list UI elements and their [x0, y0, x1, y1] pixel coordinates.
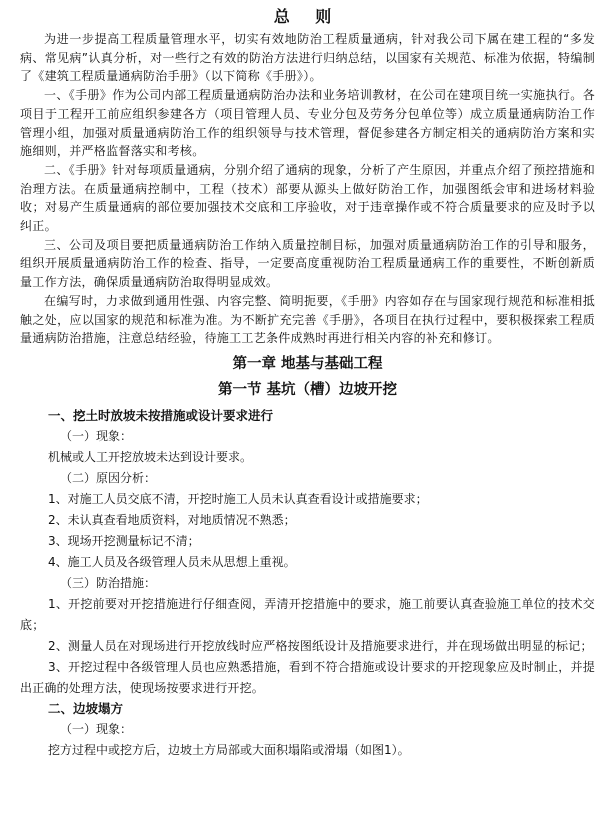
intro-paragraph-1: 为进一步提高工程质量管理水平，切实有效地防治工程质量通病，针对我公司下属在建工程的“多发病、常见病”认真分析，对一些行之有效的防治方法进行归纳总结，以国家有关规范、标准为依据，特编制了《建筑工程质量通病防治手册》（以下简称《手册》）。	[20, 32, 595, 84]
measure-item-1: 1、开挖前要对开挖措施进行仔细查阅，弄清开挖措施中的要求，施工前要认真查验施工单位的技术交底；	[20, 596, 595, 632]
cause-item-3: 3、现场开挖测量标记不清；	[48, 533, 200, 548]
cause-item-1: 1、对施工人员交底不清，开挖时施工人员未认真查看设计或措施要求；	[48, 491, 428, 506]
measure-item-2: 2、测量人员在对现场进行开挖放线时应严格按图纸设计及措施要求进行，并在现场做出明显的标记；	[48, 638, 593, 653]
subsection-1-causes-label: （二）原因分析：	[60, 470, 157, 485]
document-title: 总 则	[273, 7, 342, 26]
subsection-1-phenomenon-text: 机械或人工开挖放坡未达到设计要求。	[48, 449, 253, 464]
chapter-title: 第一章 地基与基础工程	[232, 354, 383, 372]
cause-item-2: 2、未认真查看地质资料，对地质情况不熟悉；	[48, 512, 296, 527]
intro-paragraph-5: 在编写时，力求做到通用性强、内容完整、简明扼要，《手册》内容如存在与国家现行规范和标准相抵触之处，应以国家的规范和标准为准。为不断扩充完善《手册》，各项目在执行过程中，要积极探索工程质量通病防治措施，注意总结经验，待施工工艺条件成熟时再进行相关内容的补充和修订。	[20, 293, 595, 346]
intro-paragraph-2: 一、《手册》作为公司内部工程质量通病防治办法和业务培训教材，在公司在建项目统一实施执行。各项目于工程开工前应组织参建各方（项目管理人员、专业分包及劳务分包单位等）成立质量通病防治工作管理小组，加强对质量通病防治工作的组织领导与技术管理，督促参建各方制定相关的通病防治方案和实施细则，并严格监督落实和考核。	[20, 88, 595, 159]
subsection-2-heading: 二、边坡塌方	[48, 700, 124, 716]
intro-paragraph-4: 三、公司及项目要把质量通病防治工作纳入质量控制目标，加强对质量通病防治工作的引导和服务，组织开展质量通病防治工作的检查、指导，一定要高度重视防治工程质量通病工作的重要性，不断创新质量工作方法，确保质量通病防治取得明显成效。	[20, 237, 595, 290]
subsection-2-phenomenon-label: （一）现象：	[60, 721, 133, 736]
cause-item-4: 4、施工人员及各级管理人员未从思想上重视。	[48, 554, 296, 569]
subsection-2-phenomenon-text: 挖方过程中或挖方后，边坡土方局部或大面积塌陷或滑塌（如图1）。	[48, 742, 410, 757]
subsection-1-phenomenon-label: （一）现象：	[60, 428, 133, 443]
subsection-1-measures-label: （三）防治措施：	[60, 575, 157, 590]
subsection-1-heading: 一、挖土时放坡未按措施或设计要求进行	[48, 407, 274, 423]
intro-paragraph-3: 二、《手册》针对每项质量通病，分别介绍了通病的现象，分析了产生原因，并重点介绍了预控措施和治理方法。在质量通病控制中，工程（技术）部要从源头上做好防治工作，加强图纸会审和进场材料验收；对易产生质量通病的部位要加强技术交底和工序验收，对于违章操作或不符合质量要求的应及时予以纠正。	[20, 162, 595, 234]
section-title: 第一节 基坑（槽）边坡开挖	[217, 380, 398, 398]
measure-item-3: 3、开挖过程中各级管理人员也应熟悉措施，看到不符合措施或设计要求的开挖现象应及时制止，并提出正确的处理方法，使现场按要求进行开挖。	[20, 659, 595, 695]
